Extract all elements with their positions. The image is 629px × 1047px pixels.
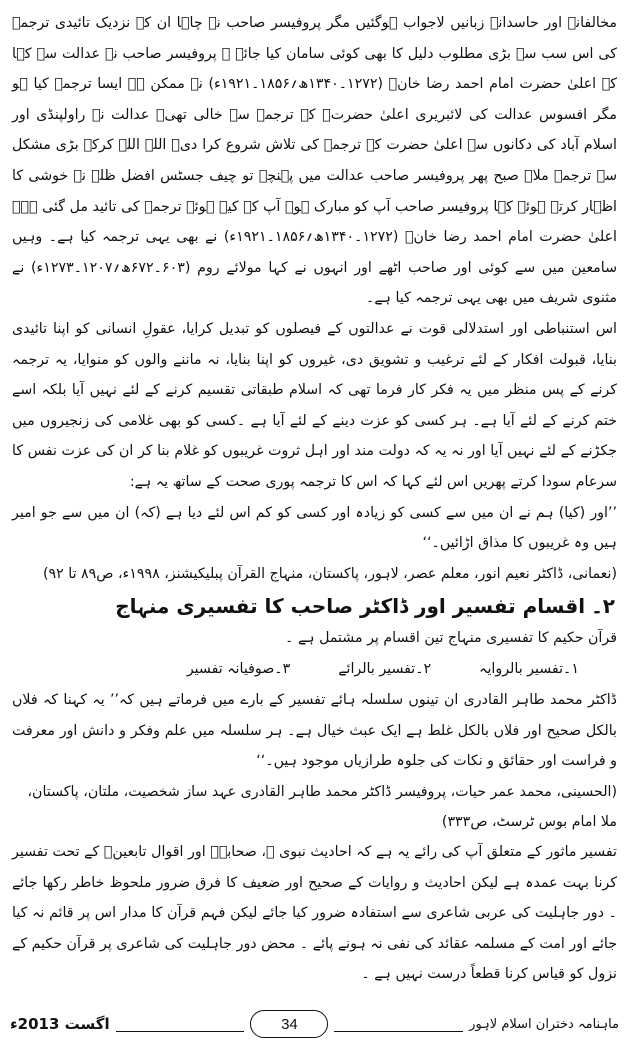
paragraph-reasoning: اس استنباطی اور استدلالی قوت نے عدالتوں کے فیصلوں کو تبدیل کرایا، عقولِ انسانی کو اپنا تائیدی بنایا، قبولت افکار کے لئے ترغیب و تشویق دی، غیروں کو اپنا بنایا، نہ ماننے والوں کو منوایا، یہ ترجمہ کرنے کے پس منظر میں یہ فکر کار فرما تھی کہ اسلام طبقاتی تقسیم کرنے کے لئے نہیں آیا بلکہ اسے ختم کرنے کے لئے آیا ہے۔ ہر کسی کو عزت دینے کے لئے آیا ہے ۔کسی کو بھی غلامی کی زنجیروں میں جکڑنے کے لئے نہیں آیا اور نہ یہ کہ دولت مند اور اہل ثروت غریبوں کو غلام بنا کر ان کی عزت نفس کا سرعام سودا کرتے پھریں اس لئے کہا کہ اس کا ترجمہ پوری صحت کے ساتھ یہ ہے: [12,320,617,490]
tafsir-types-list [10,653,619,685]
paragraph-tafsir-mathur: تفسیر ماثور کے متعلق آپ کی رائے یہ ہے کہ احادیث نبوی ﷺ، صحابہؓ اور اقوال تابعینؒ کے تحت تفسیر کرنا بہت عمدہ ہے لیکن احادیث و روایات کے صحیح اور ضعیف کا فرق ضرور ملحوظ خاطر رکھا جائے ۔ دور جاہلیت کی عربی شاعری سے استفادہ ضرور کیا جائے لیکن فہم قرآن کا مدار اس پر قائم نہ کیا جائے اور امت کے مسلمہ عقائد کی نفی نہ ہونے پائے ۔ محض دور جاہلیت کی شاعری پر قرآن حکیم کے نزول کو قیاس کرنا قطعاً درست نہیں ہے ۔ [12,844,617,983]
footer-rule-right [334,1017,463,1032]
paragraph-court-story: مخالفانہ اور حاسدانہ زبانیں لاجواب ہوگئیں مگر پروفیسر صاحب نے چاہا ان کے نزدیک تائیدی ترجمے کی اس سب سے بڑی مطلوب دلیل کا بھی کوئی سامان کیا جائے ۔ پروفیسر صاحب نے عدالت سے کہا کہ اعلیٰ حضرت امام احمد رضا خانؒ (۱۲۷۲۔۱۳۴۰ھ؍۱۸۵۶۔۱۹۲۱ء) نے ممکن ہے ایسا ترجمہ کیا ہو مگر افسوس عدالت کی لائبریری اعلیٰ حضرتؒ کے ترجمے سے خالی تھی۔ عدالت نے راولپنڈی اور اسلام آباد کی دکانوں سے اعلیٰ حضرت کے ترجمے کی تلاش شروع کرا دی۔ اللہ اللہ کرکے بڑی مشکل سے ترجمہ ملا۔ صبح پھر پروفیسر صاحب عدالت میں پہنچے تو چیف جسٹس افضل ظلہ نے خوشی کا اظہار کرتے ہوئے کہا پروفیسر صاحب آپ کو مبارک ہو۔ آپ کے کیے ہوئے ترجمے کی تائید مل گئی ہے۔ اعلیٰ حضرت امام احمد رضا خانؒ (۱۲۷۲۔۱۳۴۰ھ؍۱۸۵۶۔۱۹۲۱ء) نے بھی یہی ترجمہ کیا ہے۔ وہیں سامعین میں سے کوئی اور صاحب اٹھے اور انہوں نے کہا مولائے روم (۶۰۳۔۶۷۲ھ؍۱۲۰۷۔۱۲۷۳ء) نے مثنوی شریف میں بھی یہی ترجمہ کیا ہے۔ [12,15,617,307]
section-title: اقسام تفسیر اور ڈاکٹر صاحب کا تفسیری منہاج [115,593,586,618]
magazine-name: ماہنامہ دختران اسلام لاہور [469,1016,619,1032]
tafsir-type-item: ۱۔تفسیر بالروایہ [479,661,579,678]
section-number: ۲۔ [591,593,615,618]
paragraph-quran-quote: ’’اور (کیا) ہم نے ان میں سے کسی کو زیادہ اور کسی کو کم اس لئے دیا ہے (کہ) ان میں سے جو امیر ہیں وہ غریبوں کا مذاق اڑائیں۔‘‘ [12,504,617,552]
document-page [10,8,619,1038]
tafsir-type-item: ۳۔صوفیانہ تفسیر [186,661,291,678]
citation-numani: (نعمانی، ڈاکٹر نعیم انور، معلم عصر، لاہور، پاکستان، منہاج القرآن پبلیکیشنز، ۱۹۹۸ء، ص۸۹ تا ۹۲) [42,565,617,582]
paragraph-qadri-quote: ڈاکٹر محمد طاہر القادری ان تینوں سلسلہ ہائے تفسیر کے بارے میں فرماتے ہیں کہ’’ یہ کہنا کہ فلاں بالکل صحیح اور فلاں بالکل غلط ہے ایک عبث خیال ہے۔ ہر سلسلہ میں علم وفکر و دانش اور معرفت و فراست اور حقائق و نکات کی جلوہ طرازیاں موجود ہیں۔‘‘ [12,692,617,770]
page-footer [10,1007,619,1041]
issue-date: اگست 2013ء [9,1015,110,1033]
citation-husaini: (الحسینی، محمد عمر حیات، پروفیسر ڈاکٹر محمد طاہر القادری عہد ساز شخصیت، ملتان، پاکستان، ملا امام بوس ٹرسٹ، ص۳۳۳) [27,784,617,831]
section-heading [10,589,619,623]
tafsir-type-item: ۲۔تفسیر بالرائے [338,661,432,678]
page-number: 34 [250,1010,328,1038]
footer-rule-left [116,1017,245,1032]
paragraph-intro: قرآن حکیم کا تفسیری منہاج تین اقسام پر مشتمل ہے ۔ [285,629,617,646]
